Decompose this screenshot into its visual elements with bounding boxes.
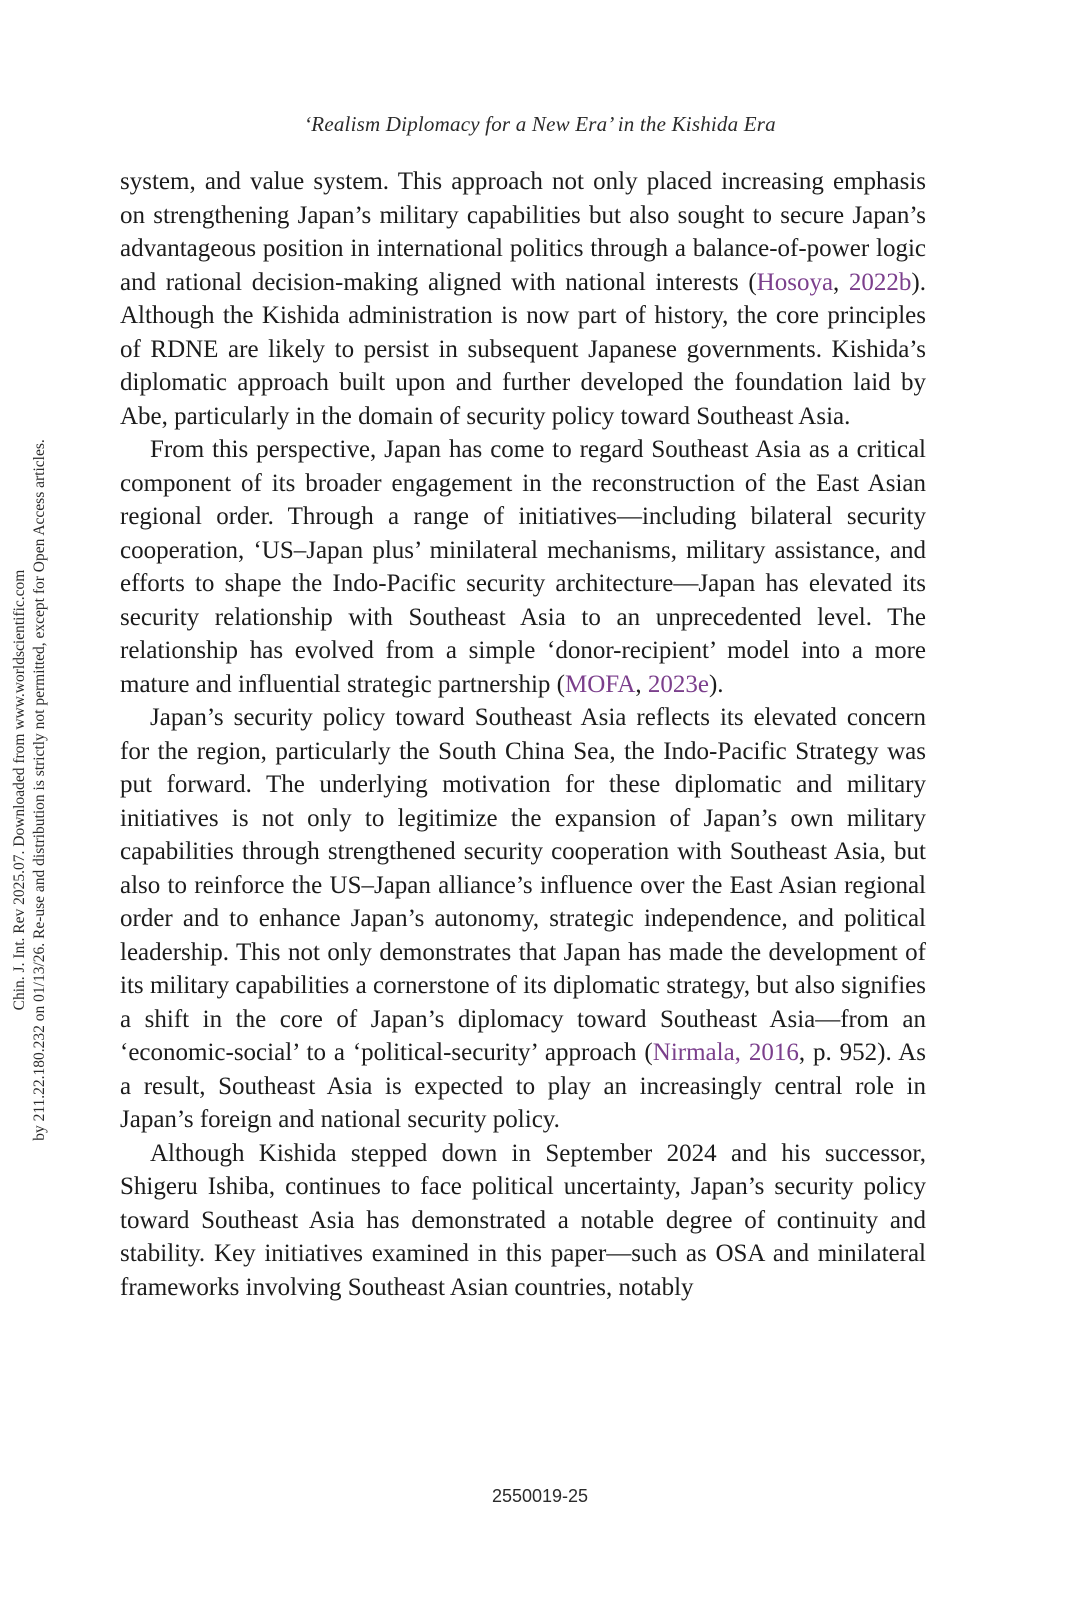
- paragraph-4-text-a: Although Kishida stepped down in September 2024 and his successor, Shigeru Ishiba, continues to face political uncertainty, Japan’s security policy toward Southeast Asia has demonstrated a notable degree of continuity and stability. Key initiatives examined in this paper—such as OSA and minilateral frameworks involving Southeast Asian countries, notably: [120, 1139, 926, 1301]
- paragraph-3: [120, 701, 926, 1137]
- citation-separator: ,: [635, 670, 648, 698]
- citation-link-mofa[interactable]: MOFA: [564, 670, 636, 698]
- paragraph-2-text-a: From this perspective, Japan has come to regard Southeast Asia as a critical component of its broader engagement in the reconstruction of the East Asian regional order. Through a range of initiatives—including bilateral security cooperation, ‘US–Japan plus’ minilateral mechanisms, military assistance, and efforts to shape the Indo-Pacific security architecture—Japan has elevated its security relationship with Southeast Asia to an unprecedented level. The relationship has evolved from a simple ‘donor-recipient’ model into a more mature and influential strategic partnership (: [120, 436, 926, 698]
- citation-separator: ,: [833, 268, 849, 296]
- page-number: 2550019-25: [491, 1486, 589, 1506]
- paragraph-2: [120, 433, 926, 701]
- running-title: ‘Realism Diplomacy for a New Era’ in the Kishida Era: [304, 112, 776, 136]
- paragraph-1: [120, 165, 926, 433]
- paragraph-1-text-b: ). Although the Kishida administration is now part of history, the core principles of RDNE are likely to persist in subsequent Japanese governments. Kishida’s diplomatic approach built upon and further developed the foundation laid by Abe, particularly in the domain of security policy toward Southeast Asia.: [120, 268, 926, 430]
- download-notice: [10, 0, 70, 1600]
- citation-link-2022b[interactable]: 2022b: [848, 268, 912, 296]
- paragraph-1-text-a: system, and value system. This approach not only placed increasing emphasis on strengthening Japan’s military capabilities but also sought to secure Japan’s advantageous position in international politics through a balance-of-power logic and rational decision-making aligned with national interests (: [120, 168, 926, 296]
- citation-link-hosoya[interactable]: Hosoya: [756, 268, 834, 296]
- citation-link-nirmala[interactable]: Nirmala, 2016: [652, 1039, 799, 1066]
- paragraph-3-text-b: , p. 952). As a result, Southeast Asia is expected to play an increasingly central role in Japan’s foreign and national security policy.: [120, 1039, 926, 1133]
- download-notice-line-2: by 211.22.180.232 on 01/13/26. Re-use and distribution is strictly not permitted, except for Open Access articles.: [31, 439, 48, 1141]
- download-notice-line-1: Chin. J. Int. Rev 2025.07. Downloaded from www.worldscientific.com: [11, 569, 28, 1011]
- citation-link-2023e[interactable]: 2023e: [647, 670, 709, 698]
- article-body: [120, 165, 926, 1304]
- paragraph-4: [120, 1137, 926, 1305]
- paragraph-2-text-b: ).: [708, 670, 724, 698]
- paragraph-3-text-a: Japan’s security policy toward Southeast Asia reflects its elevated concern for the region, particularly the South China Sea, the Indo-Pacific Strategy was put forward. The underlying motivation for these diplomatic and military initiatives is not only to legitimize the expansion of Japan’s own military capabilities through strengthened security cooperation with Southeast Asia, but also to reinforce the US–Japan alliance’s influence over the East Asian regional order and to enhance Japan’s autonomy, strategic independence, and political leadership. This not only demonstrates that Japan has made the development of its military capabilities a cornerstone of its diplomatic strategy, but also signifies a shift in the core of Japan’s diplomacy toward Southeast Asia—from an ‘economic-social’ to a ‘political-security’ approach (: [120, 704, 926, 1066]
